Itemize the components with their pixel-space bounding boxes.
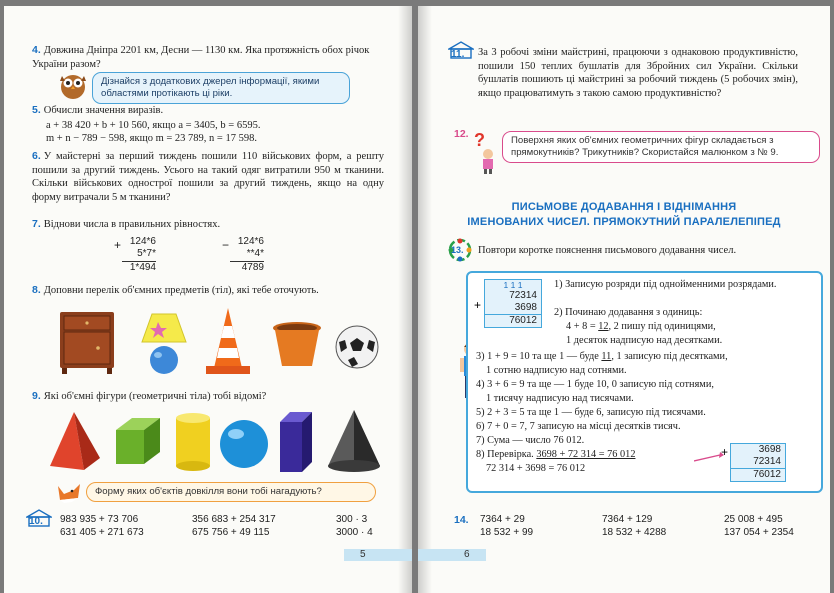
exercise-14-col2: 7364 + 129 18 532 + 4288 — [602, 514, 667, 538]
column-subtraction-b: − 124*6 **4* 4789 — [222, 236, 264, 273]
exercise-6 — [32, 150, 384, 204]
cabinet-icon — [54, 308, 120, 376]
exercise-5 — [32, 104, 392, 146]
exercise-7 — [32, 218, 392, 232]
expression-line: a + 38 420 + b + 10 560, якщо a = 3405, b = 6595. — [46, 119, 261, 131]
pyramid-icon — [50, 412, 100, 470]
addition-explanation-box — [466, 271, 823, 493]
exercise-10-col2: 356 683 + 254 317 675 756 + 49 115 — [192, 514, 276, 538]
exercise-text: Які об'ємні фігури (геометричні тіла) тобі відомі? — [43, 391, 267, 402]
soccer-ball-icon — [334, 324, 380, 370]
exercise-text: У майстерні за перший тиждень пошили 110 військових форм, а решту пошили за другий тиждень. Усього на такий одяг витратили 950 м тканини. Скільки військових однострої пошили за другий тиждень, якщо на одну форму витрачали 5 м тканини? — [32, 151, 384, 203]
exercise-10-col3: 300 · 3 3000 · 4 — [336, 514, 373, 538]
exercise-9 — [32, 390, 392, 404]
step-text: 72 314 + 3698 = 76 012 — [486, 463, 586, 474]
exercise-text: Доповни перелік об'ємних предметів (тіл), які тебе оточують. — [43, 285, 319, 296]
exercise-11 — [478, 46, 798, 100]
check-column: 3698 72314 76012 — [730, 443, 786, 482]
exercise-14-col3: 25 008 + 495 137 054 + 2354 — [724, 514, 794, 538]
step-text: 4 + 8 = 12, 2 пишу під одиницями, — [566, 321, 716, 332]
step-text: 1) Записую розряди під однойменними розрядами. — [554, 279, 777, 290]
traffic-cone-icon — [202, 306, 254, 378]
section-title-line2: ІМЕНОВАНИХ ЧИСЕЛ. ПРЯМОКУТНИЙ ПАРАЛЕЛЕПІПЕД — [467, 216, 781, 228]
arrow-icon — [694, 451, 724, 465]
exercise-10-col1: 983 935 + 73 706 631 405 + 271 673 — [60, 514, 144, 538]
exercise-number: 13. — [451, 245, 464, 255]
exercise-text: Повтори коротке пояснення письмового додавання чисел. — [478, 245, 737, 256]
hint-bubble-4: Дізнайся з додаткових джерел інформації, якими областями протікають ці ріки. — [92, 72, 350, 104]
page-number: 5 — [360, 549, 366, 560]
page-right — [418, 6, 830, 593]
step-text: 1 сотню надписую над сотнями. — [486, 365, 627, 376]
page-number: 6 — [464, 549, 470, 560]
step-text: 7) Сума — число 76 012. — [476, 435, 585, 446]
owl-icon — [56, 70, 90, 100]
step-text: 5) 2 + 3 = 5 та ще 1 — буде 6, записую під тисячами. — [476, 407, 706, 418]
geometric-solids — [44, 408, 394, 474]
cone-icon — [328, 410, 380, 472]
step-text: 8) Перевірка. 3698 + 72 314 = 76 012 — [476, 449, 636, 460]
exercise-number: 5. — [32, 104, 41, 116]
exercise-text: За 3 робочі зміни майстрині, працюючи з однаковою продуктивністю, пошили 150 теплих бушлатів для Збройних сил України. Скільки бушлатів пошиють ці майстрині за робочий тиждень (5 робочих змін), якщо працюватимуть з такою самою продуктивністю? — [478, 47, 798, 99]
exercise-number: 7. — [32, 218, 41, 230]
flower-pot-icon — [270, 320, 324, 370]
section-title-line1: ПИСЬМОВЕ ДОДАВАННЯ І ВІДНІМАННЯ — [511, 201, 737, 213]
plus-sign: + — [474, 298, 482, 312]
exercise-number: 6. — [32, 150, 41, 162]
exercise-text: Довжина Дніпра 2201 км, Десни — 1130 км. Яка протяжність обох річок України разом? — [32, 45, 370, 70]
plus-sign: + — [721, 445, 729, 459]
exercise-text: Віднови числа в правильних рівностях. — [43, 219, 221, 230]
svg-text:?: ? — [474, 130, 485, 150]
step-text: 2) Починаю додавання з одиниць: — [554, 307, 703, 318]
exercise-13 — [478, 244, 808, 258]
question-girl-icon — [470, 130, 500, 174]
sphere-icon — [220, 420, 268, 468]
fox-icon — [54, 480, 84, 504]
rectangular-prism-icon — [280, 412, 312, 472]
exercise-number: 12. — [454, 128, 469, 140]
hint-bubble-12: Поверхня яких об'ємних геометричних фігур складається з прямокутників? Трикутників? Скористайся малюнком з № 9. — [502, 131, 820, 163]
exercise-number: 14. — [454, 514, 469, 526]
page-left — [4, 6, 412, 593]
exercise-number: 8. — [32, 284, 41, 296]
exercise-number: 4. — [32, 44, 41, 56]
cube-icon — [116, 418, 160, 464]
exercise-number: 11. — [451, 49, 465, 60]
cylinder-icon — [176, 413, 210, 471]
step-text: 3) 1 + 9 = 10 та ще 1 — буде 11, 1 записую під десятками, — [476, 351, 728, 362]
exercise-number: 9. — [32, 390, 41, 402]
exercise-10-number: 10. — [29, 516, 43, 527]
step-text: 1 десяток надписую над десятками. — [566, 335, 723, 346]
exercise-4 — [32, 44, 392, 71]
expression-line: m + n − 789 − 598, якщо m = 23 789, n = 17 598. — [46, 133, 257, 144]
step-text: 4) 3 + 6 = 9 та ще — 1 буде 10, 0 записую під сотнями, — [476, 379, 714, 390]
hint-bubble-9: Форму яких об'єктів довкілля вони тобі нагадують? — [86, 482, 376, 502]
step-text: 6) 7 + 0 = 7, 7 записую на місці десятків тисяч. — [476, 421, 681, 432]
exercise-14-col1: 7364 + 29 18 532 + 99 — [480, 514, 534, 538]
step-text: 1 тисячу надписую над тисячами. — [486, 393, 634, 404]
exercise-text: Обчисли значення виразів. — [43, 105, 164, 116]
addition-column: 1 1 1 72314 3698 76012 — [484, 279, 542, 328]
exercise-8 — [32, 284, 392, 298]
column-addition-a: + 124*6 5*7* 1*494 — [114, 236, 156, 273]
lamp-icon — [136, 308, 192, 378]
